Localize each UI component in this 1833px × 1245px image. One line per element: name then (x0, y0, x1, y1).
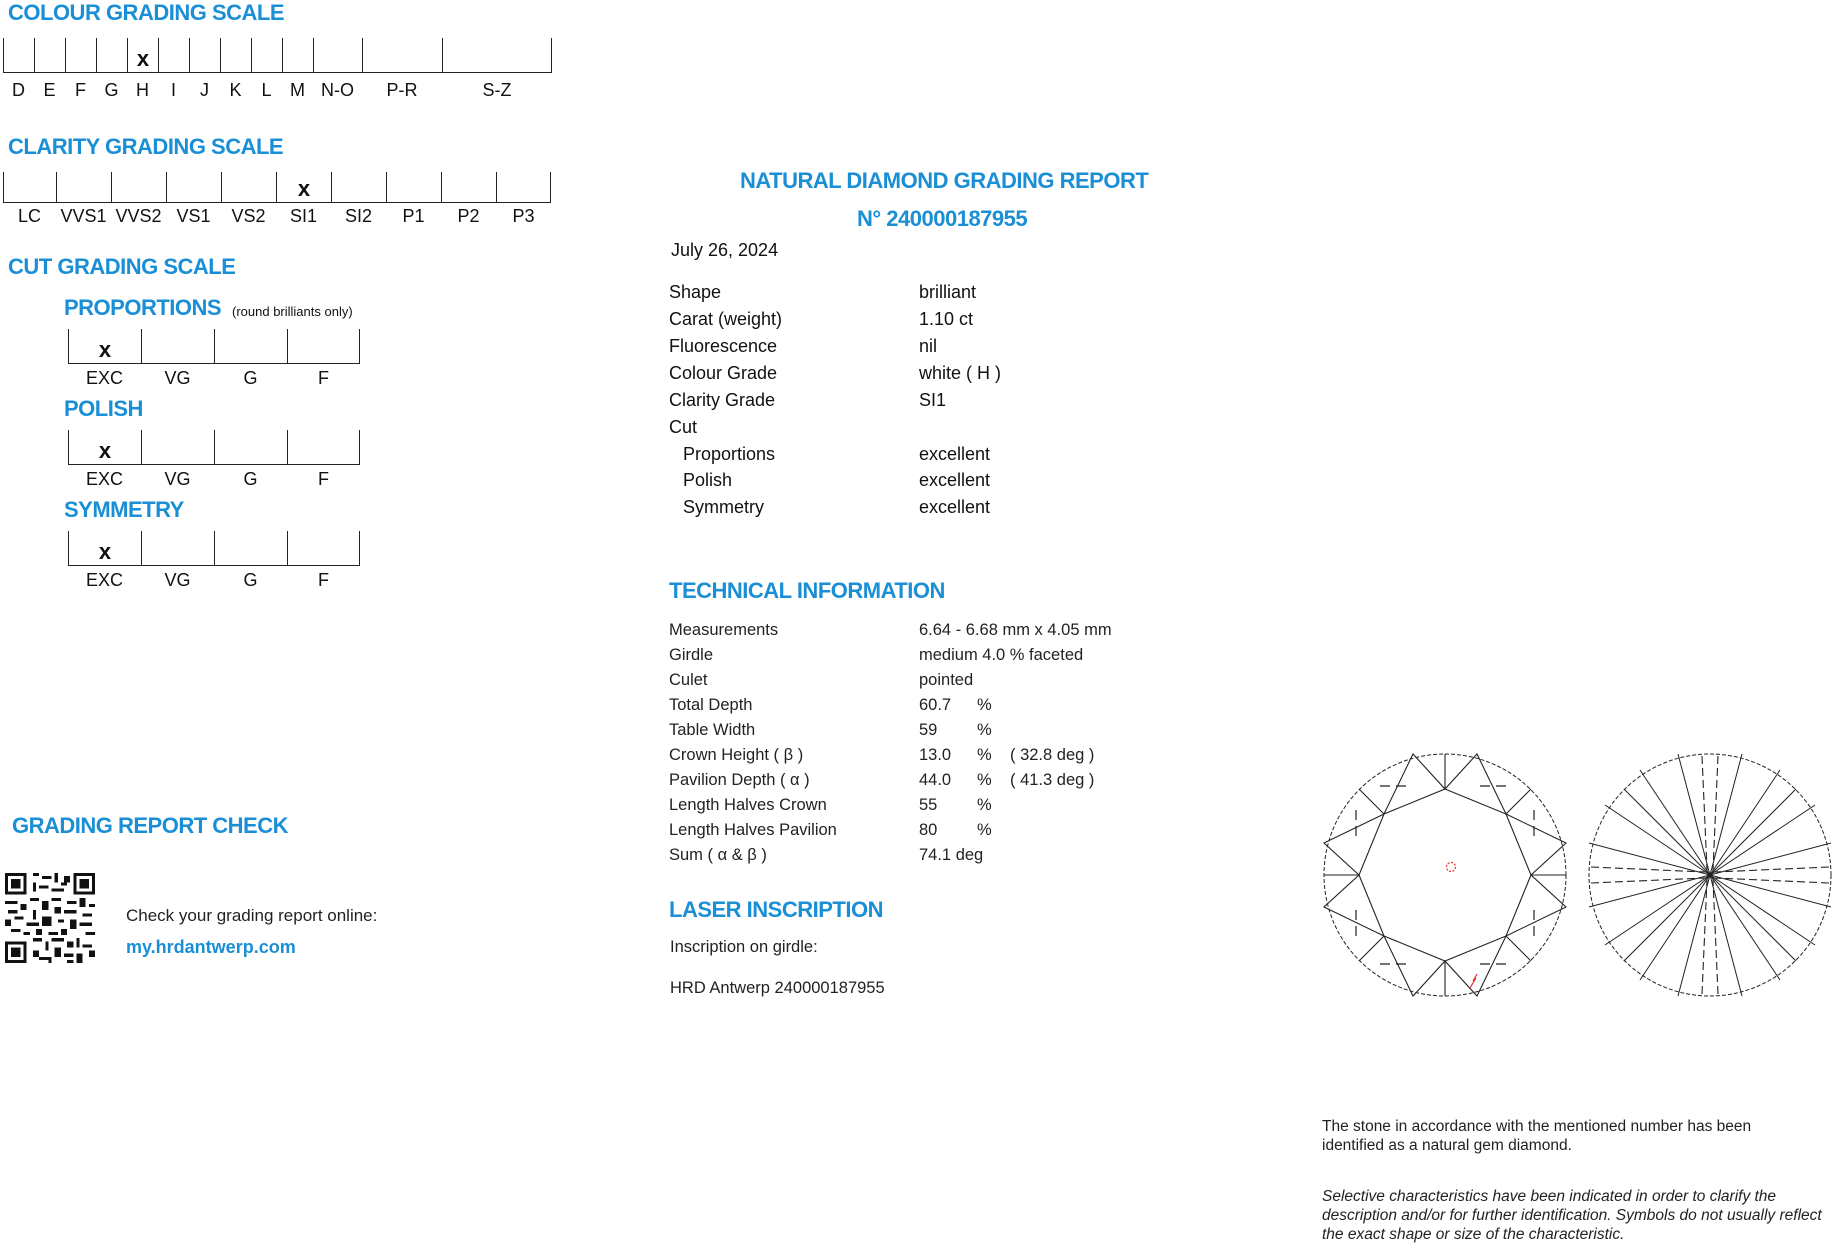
symmetry-label: G (243, 570, 258, 590)
symmetry-cell (68, 531, 141, 565)
colour-scale-label: E (43, 80, 56, 100)
clarity-scale-cell (386, 172, 441, 202)
clarity-scale-label: SI2 (344, 206, 373, 226)
tech-row-value: pointed (919, 671, 974, 689)
symmetry-label: EXC (85, 570, 123, 590)
polish-mark: x (98, 438, 112, 463)
polish-label: F (318, 469, 329, 489)
report-row-value: white ( H ) (919, 363, 1002, 383)
tech-row-label: Sum ( α & β ) (669, 846, 767, 864)
polish-cell (141, 430, 214, 464)
report-row-label: Shape (669, 282, 722, 302)
disclaimer-text: Selective characteristics have been indicated in order to clarify the description and/or for further identification. Symbols do not usually reflect the exact shape or size of the characteristic. (1322, 1188, 1822, 1243)
proportions-label: G (243, 368, 258, 388)
polish-boxes (68, 430, 360, 465)
report-row-label: Clarity Grade (669, 390, 776, 410)
tech-row-unit: % (977, 771, 992, 789)
tech-row-unit: % (977, 746, 992, 764)
tech-row-label: Length Halves Crown (669, 796, 827, 814)
report-row-value: excellent (919, 444, 991, 464)
tech-row-unit: % (977, 821, 992, 839)
colour-scale-cell (442, 38, 552, 72)
clarity-scale-cell (496, 172, 551, 202)
proportions-title: PROPORTIONS (64, 295, 222, 320)
proportions-note: (round brilliants only) (232, 304, 353, 319)
clarity-scale-label: VS1 (176, 206, 211, 226)
tech-row-label: Pavilion Depth ( α ) (669, 771, 810, 789)
polish-label: VG (164, 469, 191, 489)
tech-row-value: 60.7 (919, 696, 952, 714)
cut-scale-title: CUT GRADING SCALE (8, 254, 236, 279)
proportions-boxes (68, 329, 360, 364)
tech-row-unit: % (977, 721, 992, 739)
report-date: July 26, 2024 (671, 240, 779, 260)
colour-scale-cell (65, 38, 96, 72)
colour-scale-label: N-O (321, 80, 354, 100)
colour-scale-label: F (75, 80, 86, 100)
report-number: N° 240000187955 (857, 206, 1028, 231)
tech-row-label: Length Halves Pavilion (669, 821, 837, 839)
colour-scale-mark: x (136, 46, 150, 71)
colour-scale-boxes (3, 38, 552, 73)
report-row-value: excellent (919, 470, 991, 490)
clarity-scale-cell (276, 172, 331, 202)
polish-cell (68, 430, 141, 464)
report-row-label: Polish (683, 470, 733, 490)
proportions-cell (214, 329, 287, 363)
tech-row-label: Crown Height ( β ) (669, 746, 804, 764)
table-octagon (1359, 789, 1531, 961)
report-row-label: Colour Grade (669, 363, 778, 383)
report-row-label: Cut (669, 417, 698, 437)
tech-row-value: 13.0 (919, 746, 952, 764)
clarity-scale-mark: x (297, 176, 311, 201)
clarity-scale-labels (3, 206, 551, 227)
tech-row-label: Measurements (669, 621, 779, 639)
colour-scale-label: S-Z (482, 80, 512, 100)
symmetry-cell (141, 531, 214, 565)
symmetry-title: SYMMETRY (64, 497, 184, 522)
report-row-label: Fluorescence (669, 336, 778, 356)
polish-cell (214, 430, 287, 464)
clarity-scale-label: P3 (512, 206, 535, 226)
proportions-label: VG (164, 368, 191, 388)
symmetry-cell (214, 531, 287, 565)
colour-scale-cell (3, 38, 34, 72)
tech-row-value: 80 (919, 821, 938, 839)
check-title: GRADING REPORT CHECK (12, 813, 289, 838)
check-text: Check your grading report online: (126, 906, 378, 925)
clarity-scale-boxes (3, 172, 551, 203)
colour-scale-label: M (290, 80, 305, 100)
tech-row-value: 59 (919, 721, 938, 739)
symmetry-mark: x (98, 539, 112, 564)
clarity-scale-label: VS2 (231, 206, 266, 226)
clarity-scale-cell (221, 172, 276, 202)
report-row-label: Proportions (683, 444, 776, 464)
clarity-scale-label: VVS2 (115, 206, 162, 226)
qr-code-icon[interactable] (5, 873, 95, 963)
proportions-labels (68, 368, 360, 389)
colour-scale-label: G (104, 80, 119, 100)
polish-label: G (243, 469, 258, 489)
colour-scale-label: H (136, 80, 149, 100)
clarity-scale-label: VVS1 (60, 206, 107, 226)
polish-label: EXC (85, 469, 123, 489)
colour-scale-label: K (229, 80, 242, 100)
proportions-mark: x (98, 337, 112, 362)
tech-row-value: 6.64 - 6.68 mm x 4.05 mm (919, 621, 1112, 639)
report-row-value: brilliant (919, 282, 977, 302)
laser-label: Inscription on girdle: (670, 938, 818, 956)
report-title: NATURAL DIAMOND GRADING REPORT (740, 168, 1149, 193)
clarity-scale-cell (111, 172, 166, 202)
clarity-scale-title: CLARITY GRADING SCALE (8, 134, 284, 159)
tech-row-value: 44.0 (919, 771, 952, 789)
polish-cell (287, 430, 360, 464)
proportions-cell (287, 329, 360, 363)
clarity-scale-cell (3, 172, 56, 202)
colour-scale-label: J (200, 80, 209, 100)
clarity-scale-cell (441, 172, 496, 202)
colour-scale-label: P-R (386, 80, 418, 100)
check-link[interactable]: my.hrdantwerp.com (126, 937, 296, 957)
tech-row-value: medium 4.0 % faceted (919, 646, 1084, 664)
report-row-value: excellent (919, 497, 991, 517)
laser-text: HRD Antwerp 240000187955 (670, 979, 885, 997)
colour-scale-cell (96, 38, 127, 72)
clarity-scale-cell (56, 172, 111, 202)
clarity-scale-cell (331, 172, 386, 202)
proportions-cell (141, 329, 214, 363)
colour-scale-cell (282, 38, 313, 72)
symmetry-boxes (68, 531, 360, 566)
clarity-scale-cell (166, 172, 221, 202)
symmetry-label: VG (164, 570, 191, 590)
report-row-value: nil (919, 336, 938, 356)
colour-scale-cell (313, 38, 362, 72)
report-row-value: 1.10 ct (919, 309, 974, 329)
colour-scale-cell (189, 38, 220, 72)
clarity-scale-label: SI1 (289, 206, 318, 226)
report-row-label: Symmetry (683, 497, 764, 517)
tech-row-label: Total Depth (669, 696, 753, 714)
colour-scale-label: D (12, 80, 25, 100)
colour-scale-cell (251, 38, 282, 72)
report-row-label: Carat (weight) (669, 309, 783, 329)
clarity-scale-label: P2 (457, 206, 480, 226)
proportions-label: F (318, 368, 329, 388)
pavilion-plot-diagram (1585, 750, 1833, 1000)
proportions-label: EXC (85, 368, 123, 388)
feather-mark (1470, 974, 1477, 988)
tech-row-unit: % (977, 796, 992, 814)
colour-scale-label: I (170, 80, 176, 100)
tech-row-value: 55 (919, 796, 938, 814)
polish-title: POLISH (64, 396, 143, 421)
report-row-value: SI1 (919, 390, 947, 410)
colour-scale-cell (34, 38, 65, 72)
colour-scale-title: COLOUR GRADING SCALE (8, 0, 284, 25)
symmetry-cell (287, 531, 360, 565)
tech-row-extra: ( 32.8 deg ) (1010, 746, 1095, 764)
laser-title: LASER INSCRIPTION (669, 897, 883, 922)
tech-row-extra: ( 41.3 deg ) (1010, 771, 1095, 789)
colour-scale-cell (362, 38, 442, 72)
identification-statement: The stone in accordance with the mentioned number has been identified as a natural gem diamond. (1322, 1118, 1752, 1154)
tech-row-value: 74.1 deg (919, 846, 984, 864)
tech-row-label: Table Width (669, 721, 756, 739)
polish-labels (68, 469, 360, 490)
inclusion-mark (1447, 863, 1456, 872)
symmetry-labels (68, 570, 360, 591)
colour-scale-labels (3, 80, 552, 101)
clarity-scale-label: P1 (402, 206, 425, 226)
tech-row-unit: % (977, 696, 992, 714)
clarity-scale-label: LC (17, 206, 41, 226)
crown-plot-diagram (1320, 750, 1570, 1000)
colour-scale-cell (127, 38, 158, 72)
colour-scale-cell (158, 38, 189, 72)
proportions-cell (68, 329, 141, 363)
colour-scale-label: L (261, 80, 272, 100)
tech-row-label: Girdle (669, 646, 714, 664)
tech-row-label: Culet (669, 671, 708, 689)
symmetry-label: F (318, 570, 329, 590)
technical-title: TECHNICAL INFORMATION (669, 578, 945, 603)
colour-scale-cell (220, 38, 251, 72)
